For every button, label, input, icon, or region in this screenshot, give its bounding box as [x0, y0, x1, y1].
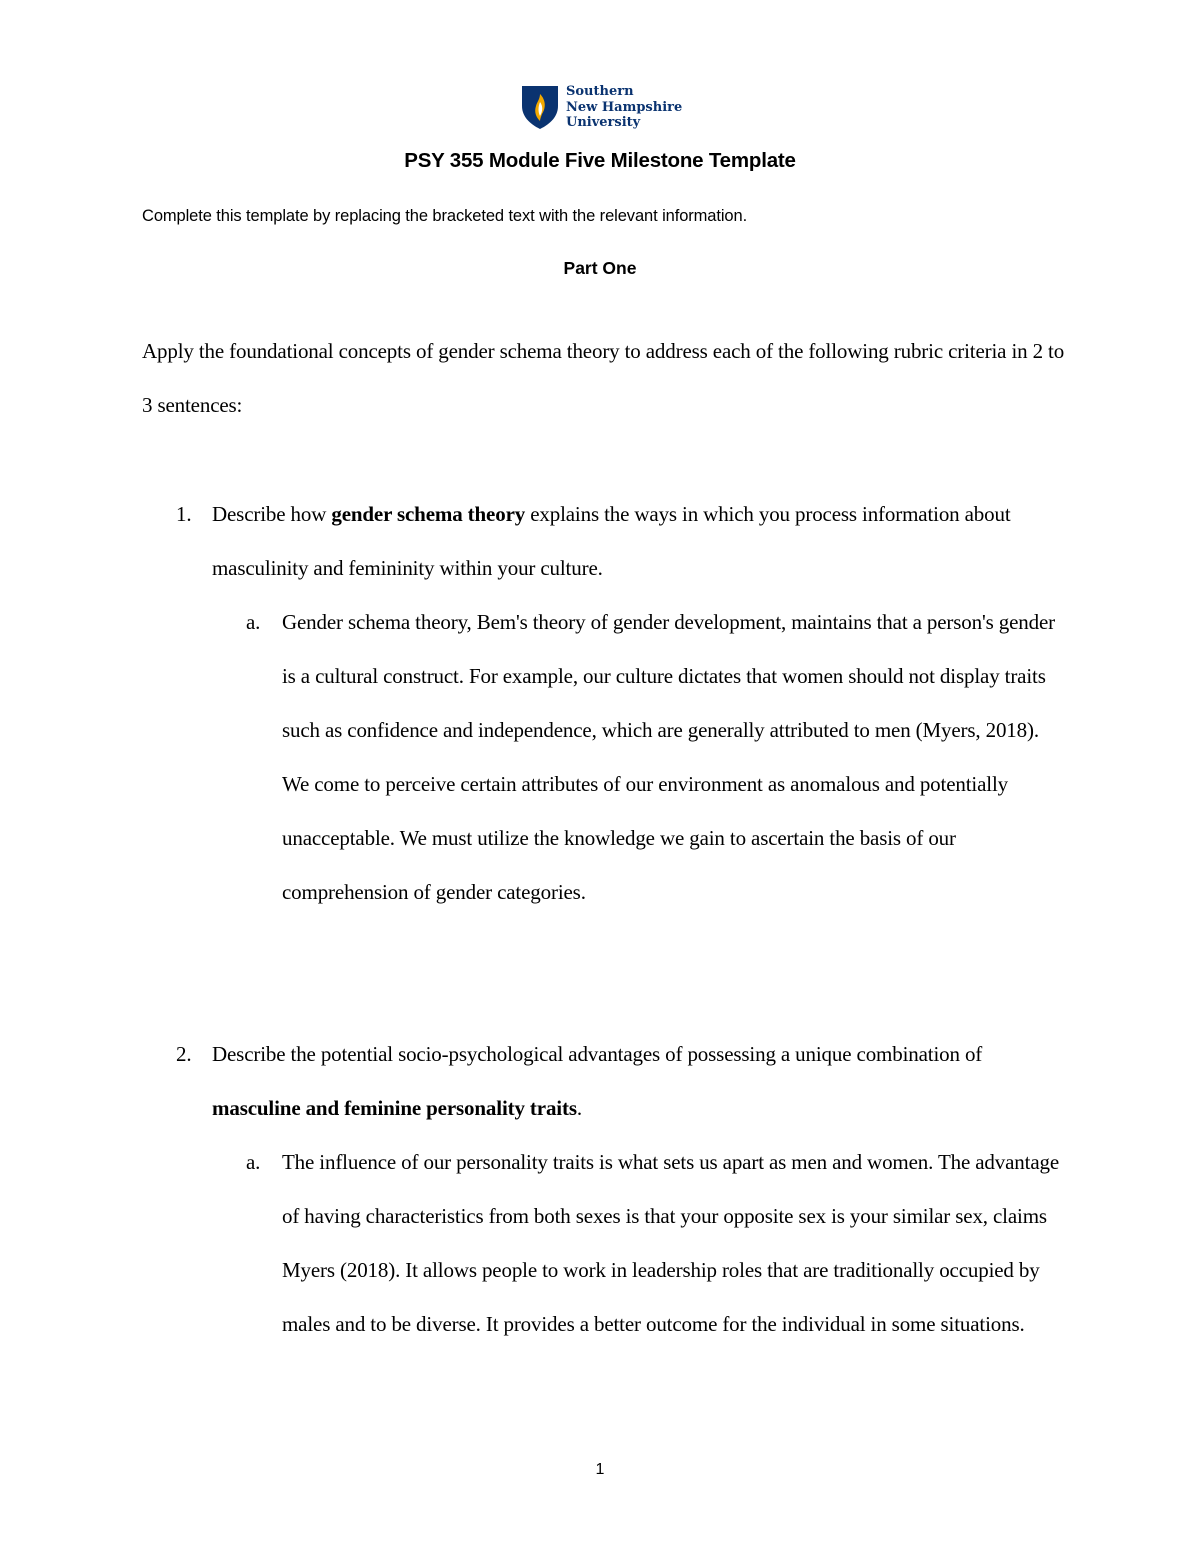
prompt-bold-term: gender schema theory — [331, 502, 526, 526]
answer-item — [142, 1135, 1062, 1351]
question-prompt — [142, 1027, 1062, 1135]
question-number: 1. — [176, 502, 192, 526]
prompt-text: Describe the potential socio-psychological advantages of possessing a unique combination of — [212, 1042, 983, 1066]
question-2 — [142, 1027, 1062, 1351]
prompt-bold-term: masculine and feminine personality traits — [212, 1096, 577, 1120]
logo-line-2: New Hampshire — [566, 99, 683, 115]
logo-wordmark — [566, 84, 682, 131]
prompt-text-end: explains the ways in which you process information about masculinity and femininity within your culture. — [212, 502, 1011, 580]
answer-letter: a. — [246, 1150, 261, 1174]
intro-paragraph: Apply the foundational concepts of gender schema theory to address each of the following rubric criteria in 2 to 3 sentences: — [142, 339, 1065, 417]
university-logo — [520, 84, 690, 132]
answer-item — [142, 595, 1062, 919]
question-number: 2. — [176, 1042, 192, 1066]
document-title: PSY 355 Module Five Milestone Template — [404, 149, 796, 172]
page-number: 1 — [595, 1461, 605, 1478]
question-prompt — [142, 487, 1062, 595]
question-1 — [142, 487, 1062, 919]
prompt-text-end: . — [576, 1096, 582, 1120]
logo-line-3: University — [566, 115, 641, 130]
prompt-text: Describe how — [212, 502, 332, 526]
part-heading: Part One — [563, 258, 637, 278]
shield-flame-icon — [520, 84, 560, 130]
answer-text: Gender schema theory, Bem's theory of gender development, maintains that a person's gender is a cultural construct. For example, our culture dictates that women should not display traits such as confidence and independence, which are generally attributed to men (Myers, 2018). We come to perceive certain attributes of our environment as anomalous and potentially unacceptable. We must utilize the knowledge we gain to ascertain the basis of our comprehension of gender categories. — [282, 610, 1055, 904]
template-instructions: Complete this template by replacing the bracketed text with the relevant information. — [142, 207, 748, 225]
answer-letter: a. — [246, 610, 261, 634]
logo-line-1: Southern — [566, 84, 634, 99]
answer-text: The influence of our personality traits is what sets us apart as men and women. The advantage of having characteristics from both sexes is that your opposite sex is your similar sex, claims Myers (2018). It allows people to work in leadership roles that are traditionally occupied by males and to be diverse. It provides a better outcome for the individual in some situations. — [282, 1150, 1060, 1336]
